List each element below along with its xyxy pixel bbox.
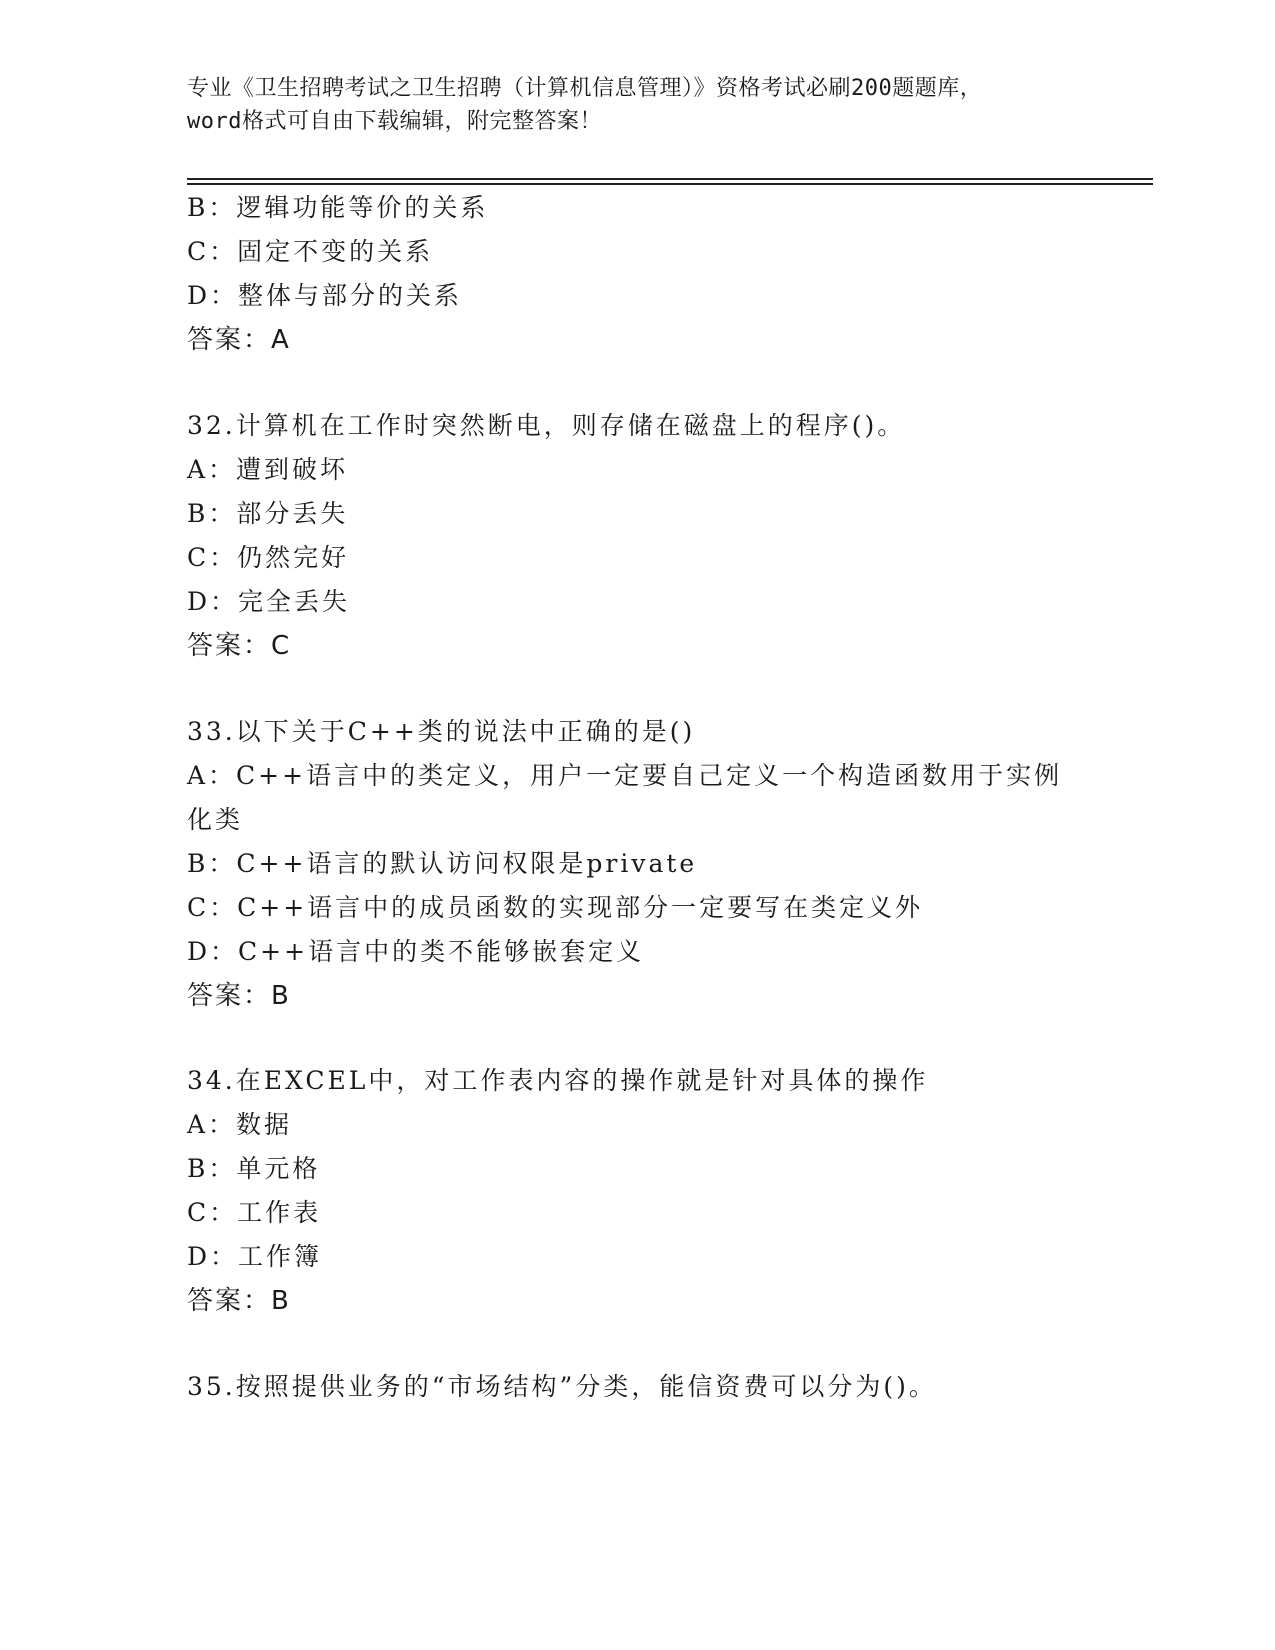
q31-option-b: B：逻辑功能等价的关系: [187, 193, 489, 222]
q35-question: 35.按照提供业务的“市场结构”分类，能信资费可以分为()。: [187, 1372, 937, 1401]
q32-answer: 答案：C: [187, 631, 292, 661]
q33-option-c: C：C++语言中的成员函数的实现部分一定要写在类定义外: [187, 893, 924, 922]
header-title-line-1: 专业《卫生招聘考试之卫生招聘（计算机信息管理）》资格考试必刷200题题库，: [187, 76, 983, 101]
q33-option-a-line-2: 化类: [187, 805, 244, 834]
q34-option-d: D：工作簿: [187, 1242, 323, 1271]
q32-question: 32.计算机在工作时突然断电，则存储在磁盘上的程序()。: [187, 411, 906, 440]
document-header: [187, 72, 1087, 138]
q31-option-c: C：固定不变的关系: [187, 237, 434, 266]
q33-option-a-line-1: A：C++语言中的类定义，用户一定要自己定义一个构造函数用于实例: [187, 761, 1063, 790]
q34-answer: 答案：B: [187, 1286, 291, 1316]
q32-option-c: C：仍然完好: [187, 543, 350, 572]
q34-option-a: A：数据: [187, 1110, 293, 1139]
q34-question: 34.在EXCEL中，对工作表内容的操作就是针对具体的操作: [187, 1066, 929, 1095]
q31-answer: 答案：A: [187, 325, 291, 355]
q34-option-b: B：单元格: [187, 1154, 321, 1183]
header-title-line-2: word格式可自由下载编辑，附完整答案！: [187, 109, 602, 134]
q33-option-b: B：C++语言的默认访问权限是private: [187, 849, 698, 878]
q32-option-d: D：完全丢失: [187, 587, 351, 616]
header-divider-top: [187, 178, 1153, 180]
q33-question: 33.以下关于C++类的说法中正确的是(): [187, 717, 696, 746]
q33-answer: 答案：B: [187, 981, 291, 1011]
q34-option-c: C：工作表: [187, 1198, 322, 1227]
q32-option-a: A：遭到破坏: [187, 455, 349, 484]
q32-option-b: B：部分丢失: [187, 499, 349, 528]
header-divider-bottom: [187, 183, 1153, 185]
q31-option-d: D：整体与部分的关系: [187, 281, 463, 310]
q33-option-d: D：C++语言中的类不能够嵌套定义: [187, 937, 645, 966]
